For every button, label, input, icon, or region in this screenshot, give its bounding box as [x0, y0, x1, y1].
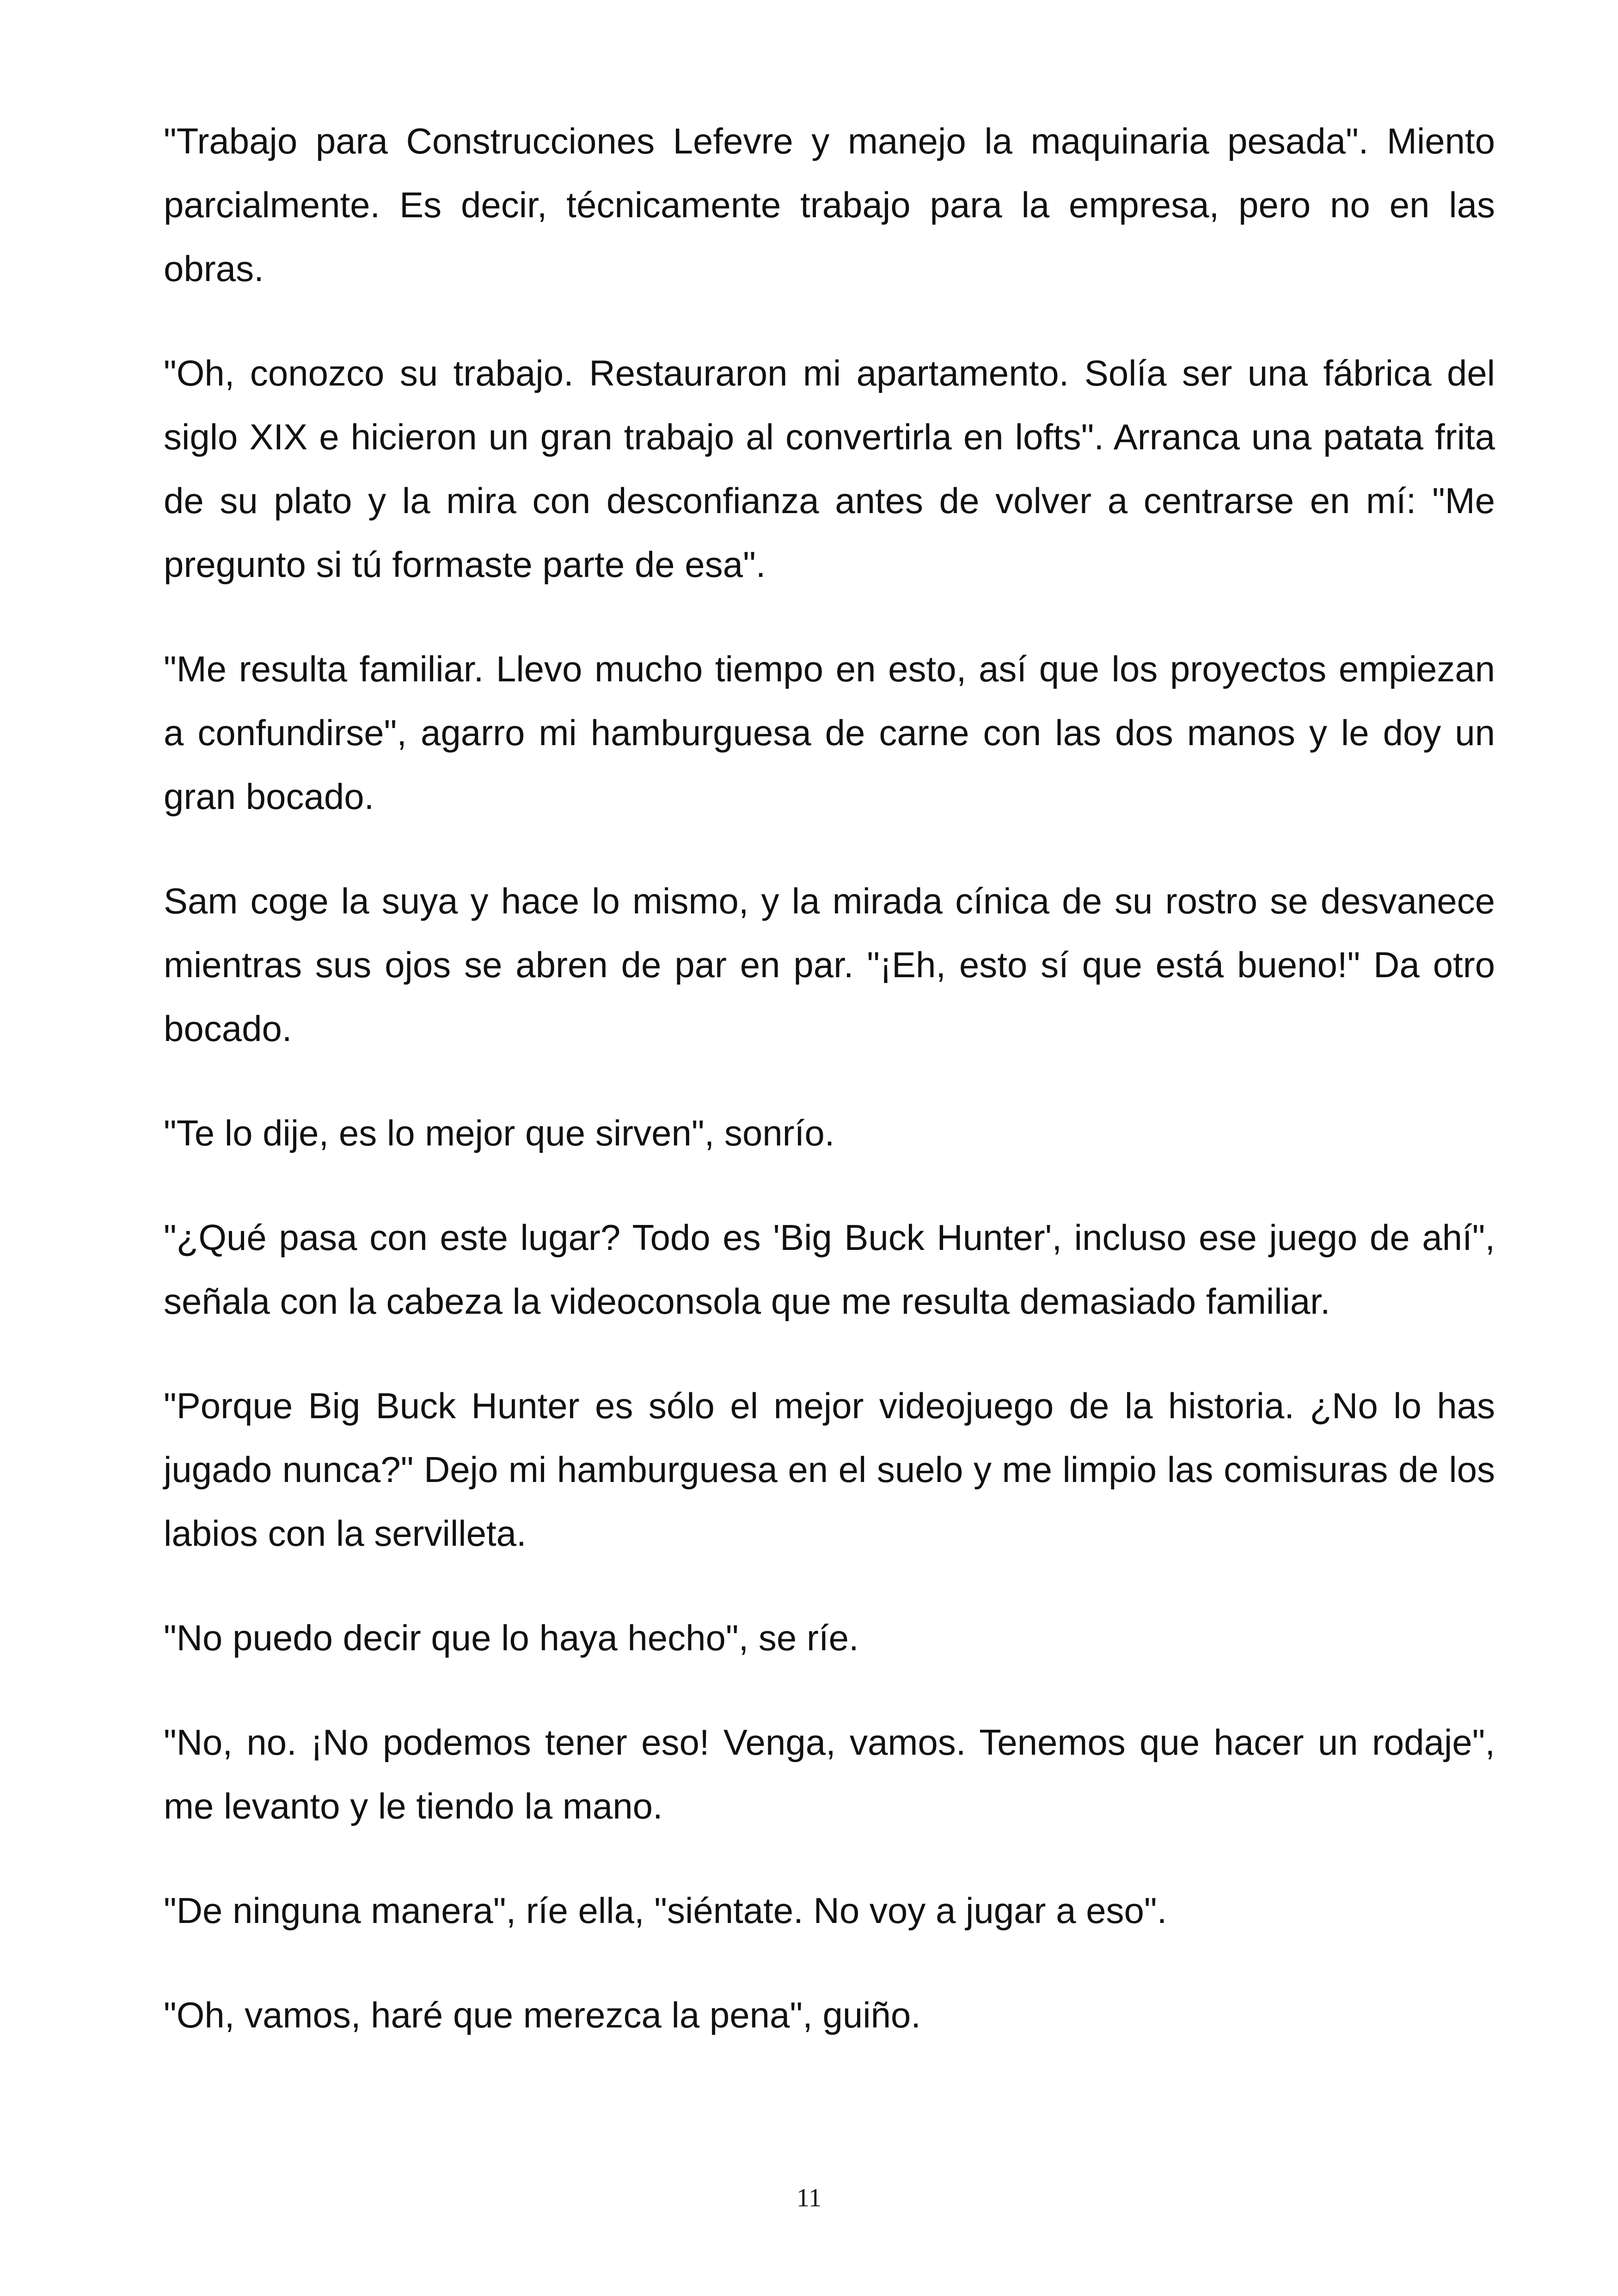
paragraph: "No, no. ¡No podemos tener eso! Venga, vamos. Tenemos que hacer un rodaje", me levanto y le tiendo la mano. [164, 1722, 1495, 1826]
paragraph: "Oh, vamos, haré que merezca la pena", guiño. [164, 1995, 921, 2035]
paragraph: "Oh, conozco su trabajo. Restauraron mi apartamento. Solía ser una fábrica del siglo XIX e hicieron un gran trabajo al convertirla en lofts". Arranca una patata frita de su plato y la mira con desconfianza antes de volver a centrarse en mí: "Me pregunto si tú formaste parte de esa". [164, 353, 1495, 585]
page-body [164, 109, 1495, 2088]
paragraph: "No puedo decir que lo haya hecho", se ríe. [164, 1617, 859, 1658]
paragraph: "Me resulta familiar. Llevo mucho tiempo en esto, así que los proyectos empiezan a confundirse", agarro mi hamburguesa de carne con las dos manos y le doy un gran bocado. [164, 649, 1495, 817]
paragraph: Sam coge la suya y hace lo mismo, y la mirada cínica de su rostro se desvanece mientras sus ojos se abren de par en par. "¡Eh, esto sí que está bueno!" Da otro bocado. [164, 881, 1495, 1049]
paragraph: "De ninguna manera", ríe ella, "siéntate. No voy a jugar a eso". [164, 1890, 1167, 1931]
paragraph: "Te lo dije, es lo mejor que sirven", sonrío. [164, 1113, 835, 1153]
paragraph: "Trabajo para Construcciones Lefevre y manejo la maquinaria pesada". Miento parcialmente. Es decir, técnicamente trabajo para la empresa, pero no en las obras. [164, 121, 1495, 289]
page-number: 11 [797, 2184, 821, 2212]
paragraph: "Porque Big Buck Hunter es sólo el mejor videojuego de la historia. ¿No lo has jugado nunca?" Dejo mi hamburguesa en el suelo y me limpio las comisuras de los labios con la servilleta. [164, 1385, 1495, 1554]
paragraph: "¿Qué pasa con este lugar? Todo es 'Big Buck Hunter', incluso ese juego de ahí", señala con la cabeza la videoconsola que me resulta demasiado familiar. [164, 1217, 1495, 1322]
